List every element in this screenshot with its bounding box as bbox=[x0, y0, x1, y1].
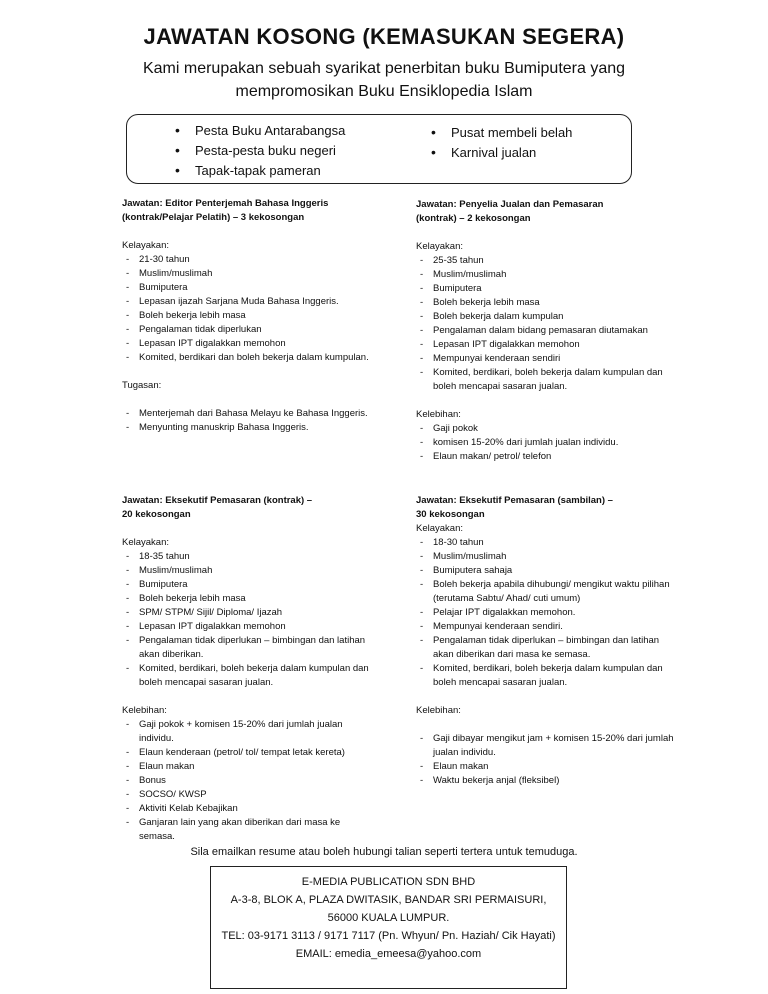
list-item: - Muslim/muslimah bbox=[416, 550, 678, 564]
bullet-icon: • bbox=[175, 162, 180, 178]
list-item: - 18-30 tahun bbox=[416, 536, 678, 550]
bullet-icon: • bbox=[175, 122, 180, 138]
kelayakan-label: Kelayakan: bbox=[416, 523, 464, 534]
kelayakan-list bbox=[122, 253, 372, 365]
footer-note: Sila emailkan resume atau boleh hubungi talian seperti tertera untuk temuduga. bbox=[190, 846, 578, 858]
list-item: - Boleh bekerja lebih masa bbox=[416, 296, 678, 310]
list-item: - Gaji dibayar mengikut jam + komisen 15-20% dari jumlah jualan individu. bbox=[416, 732, 678, 760]
bullet-icon: • bbox=[175, 142, 180, 158]
list-item: - Gaji pokok + komisen 15-20% dari jumlah jualan individu. bbox=[122, 718, 378, 746]
event-item: • Pusat membeli belah bbox=[431, 124, 573, 140]
list-item: - Boleh bekerja lebih masa bbox=[122, 592, 378, 606]
job-heading-2: 20 kekosongan bbox=[122, 509, 191, 520]
company-name: E-MEDIA PUBLICATION SDN BHD bbox=[301, 876, 476, 888]
list-item: - Bumiputera sahaja bbox=[416, 564, 678, 578]
list-item: - Boleh bekerja lebih masa bbox=[122, 309, 372, 323]
list-item: - Gaji pokok bbox=[416, 422, 678, 436]
events-box bbox=[126, 114, 632, 184]
address-line-1: A-3-8, BLOK A, PLAZA DWITASIK, BANDAR SRI PERMAISURI, bbox=[230, 894, 547, 906]
list-item: - Komited, berdikari, boleh bekerja dalam kumpulan dan boleh mencapai sasaran jualan. bbox=[416, 662, 678, 690]
list-item: - Boleh bekerja apabila dihubungi/ mengikut waktu pilihan (terutama Sabtu/ Ahad/ cuti umum) bbox=[416, 578, 678, 606]
list-item: - Menterjemah dari Bahasa Melayu ke Bahasa Inggeris. bbox=[122, 407, 372, 421]
event-item: • Pesta-pesta buku negeri bbox=[175, 142, 336, 158]
event-item: • Tapak-tapak pameran bbox=[175, 162, 321, 178]
list-item: - 21-30 tahun bbox=[122, 253, 372, 267]
list-item: - Elaun makan bbox=[122, 760, 378, 774]
bullet-icon: • bbox=[431, 144, 436, 160]
page-title: JAWATAN KOSONG (KEMASUKAN SEGERA) bbox=[143, 24, 625, 49]
kelayakan-label: Kelayakan: bbox=[416, 241, 464, 252]
list-item: - Elaun makan/ petrol/ telefon bbox=[416, 450, 678, 464]
list-item: - Pengalaman tidak diperlukan – bimbingan dan latihan akan diberikan dari masa ke semasa. bbox=[416, 634, 678, 662]
kelayakan-list bbox=[416, 536, 678, 690]
kelayakan-list bbox=[122, 550, 378, 690]
job-heading-2: (kontrak/Pelajar Pelatih) – 3 kekosongan bbox=[122, 212, 305, 223]
list-item: - Mempunyai kenderaan sendiri bbox=[416, 352, 678, 366]
kelayakan-label: Kelayakan: bbox=[122, 537, 170, 548]
list-item: - Muslim/muslimah bbox=[122, 564, 378, 578]
list-item: - Bumiputera bbox=[122, 578, 378, 592]
job-editor-penterjemah bbox=[122, 197, 372, 435]
list-item: - Mempunyai kenderaan sendiri. bbox=[416, 620, 678, 634]
subtitle-line-1: Kami merupakan sebuah syarikat penerbitan buku Bumiputera yang bbox=[142, 60, 626, 77]
list-item: - SOCSO/ KWSP bbox=[122, 788, 378, 802]
job-eksekutif-sambilan bbox=[416, 494, 678, 788]
job-heading: Jawatan: Penyelia Jualan dan Pemasaran bbox=[416, 199, 604, 210]
list-item: - Boleh bekerja dalam kumpulan bbox=[416, 310, 678, 324]
kelebihan-list bbox=[416, 422, 678, 464]
list-item: - Lepasan IPT digalakkan memohon bbox=[416, 338, 678, 352]
list-item: - Komited, berdikari, boleh bekerja dalam kumpulan dan boleh mencapai sasaran jualan. bbox=[122, 662, 378, 690]
list-item: - Komited, berdikari dan boleh bekerja dalam kumpulan. bbox=[122, 351, 372, 365]
list-item: - komisen 15-20% dari jumlah jualan individu. bbox=[416, 436, 678, 450]
job-heading: Jawatan: Eksekutif Pemasaran (sambilan) – bbox=[416, 495, 613, 506]
address-line-2: 56000 KUALA LUMPUR. bbox=[327, 912, 450, 924]
bullet-icon: • bbox=[431, 124, 436, 140]
kelebihan-list bbox=[416, 732, 678, 788]
list-item: - Aktiviti Kelab Kebajikan bbox=[122, 802, 378, 816]
event-item: • Pesta Buku Antarabangsa bbox=[175, 122, 346, 138]
list-item: - Muslim/muslimah bbox=[122, 267, 372, 281]
list-item: - Elaun makan bbox=[416, 760, 678, 774]
job-penyelia-jualan bbox=[416, 198, 678, 464]
list-item: - Lepasan IPT digalakkan memohon bbox=[122, 337, 372, 351]
kelebihan-label: Kelebihan: bbox=[416, 705, 461, 716]
list-item: - Lepasan ijazah Sarjana Muda Bahasa Inggeris. bbox=[122, 295, 372, 309]
kelayakan-list bbox=[416, 254, 678, 394]
job-heading: Jawatan: Eksekutif Pemasaran (kontrak) – bbox=[122, 495, 313, 506]
tugasan-label: Tugasan: bbox=[122, 380, 162, 391]
kelayakan-label: Kelayakan: bbox=[122, 240, 170, 251]
telephone: TEL: 03-9171 3113 / 9171 7117 (Pn. Whyun/ Pn. Haziah/ Cik Hayati) bbox=[221, 930, 556, 942]
list-item: - SPM/ STPM/ Sijil/ Diploma/ Ijazah bbox=[122, 606, 378, 620]
list-item: - 25-35 tahun bbox=[416, 254, 678, 268]
list-item: - Lepasan IPT digalakkan memohon bbox=[122, 620, 378, 634]
list-item: - Bonus bbox=[122, 774, 378, 788]
kelebihan-label: Kelebihan: bbox=[416, 409, 461, 420]
kelebihan-list bbox=[122, 718, 378, 844]
list-item: - 18-35 tahun bbox=[122, 550, 378, 564]
list-item: - Menyunting manuskrip Bahasa Inggeris. bbox=[122, 421, 372, 435]
email: EMAIL: emedia_emeesa@yahoo.com bbox=[295, 948, 482, 960]
event-item: • Karnival jualan bbox=[431, 144, 537, 160]
kelebihan-label: Kelebihan: bbox=[122, 705, 167, 716]
job-eksekutif-kontrak bbox=[122, 494, 378, 844]
list-item: - Muslim/muslimah bbox=[416, 268, 678, 282]
list-item: - Waktu bekerja anjal (fleksibel) bbox=[416, 774, 678, 788]
list-item: - Pengalaman tidak diperlukan bbox=[122, 323, 372, 337]
list-item: - Pengalaman dalam bidang pemasaran diutamakan bbox=[416, 324, 678, 338]
job-heading-2: 30 kekosongan bbox=[416, 509, 485, 520]
list-item: - Elaun kenderaan (petrol/ tol/ tempat letak kereta) bbox=[122, 746, 378, 760]
subtitle-line-2: mempromosikan Buku Ensiklopedia Islam bbox=[235, 83, 533, 100]
job-heading: Jawatan: Editor Penterjemah Bahasa Inggeris bbox=[122, 198, 329, 209]
list-item: - Ganjaran lain yang akan diberikan dari masa ke semasa. bbox=[122, 816, 378, 844]
list-item: - Bumiputera bbox=[122, 281, 372, 295]
list-item: - Pelajar IPT digalakkan memohon. bbox=[416, 606, 678, 620]
list-item: - Bumiputera bbox=[416, 282, 678, 296]
contact-box bbox=[210, 866, 567, 989]
job-heading-2: (kontrak) – 2 kekosongan bbox=[416, 213, 531, 224]
tugasan-list bbox=[122, 407, 372, 435]
list-item: - Pengalaman tidak diperlukan – bimbingan dan latihan akan diberikan. bbox=[122, 634, 378, 662]
list-item: - Komited, berdikari, boleh bekerja dalam kumpulan dan boleh mencapai sasaran jualan. bbox=[416, 366, 678, 394]
